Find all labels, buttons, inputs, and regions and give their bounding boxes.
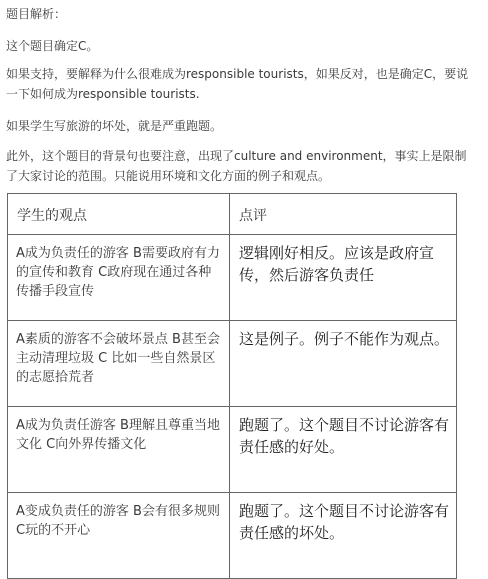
column-header-student-view: 学生的观点 bbox=[8, 194, 230, 235]
comment-cell: 这是例子。例子不能作为观点。 bbox=[230, 321, 457, 407]
column-header-comment: 点评 bbox=[230, 194, 457, 235]
table-row bbox=[8, 321, 457, 407]
paragraph-answer: 这个题目确定C。 bbox=[6, 39, 99, 53]
table-row bbox=[8, 235, 457, 321]
review-table bbox=[7, 193, 457, 579]
comment-cell: 逻辑刚好相反。应该是政府宣传，然后游客负责任 bbox=[230, 235, 457, 321]
student-view-cell: A变成负责任的游客 B会有很多规则 C玩的不开心 bbox=[8, 493, 230, 579]
table-row bbox=[8, 407, 457, 493]
comment-cell: 跑题了。这个题目不讨论游客有责任感的好处。 bbox=[230, 407, 457, 493]
comment-cell: 跑题了。这个题目不讨论游客有责任感的坏处。 bbox=[230, 493, 457, 579]
table-row bbox=[8, 493, 457, 579]
paragraph-background-note: 此外，这个题目的背景句也要注意，出现了culture and environment，事实上是限制了大家讨论的范围。只能说用环境和文化方面的例子和观点。 bbox=[6, 149, 467, 183]
student-view-cell: A成为负责任游客 B理解且尊重当地文化 C向外界传播文化 bbox=[8, 407, 230, 493]
table-header-row bbox=[8, 194, 457, 235]
section-heading: 题目解析： bbox=[6, 7, 67, 21]
student-view-cell: A成为负责任的游客 B需要政府有力的宣传和教育 C政府现在通过各种传播手段宣传 bbox=[8, 235, 230, 321]
paragraph-off-topic-warning: 如果学生写旅游的坏处，就是严重跑题。 bbox=[6, 119, 223, 133]
paragraph-support-oppose: 如果支持，要解释为什么很难成为responsible tourists，如果反对，也是确定C，要说一下如何成为responsible tourists. bbox=[6, 67, 469, 101]
student-view-cell: A素质的游客不会破坏景点 B甚至会主动清理垃圾 C 比如一些自然景区的志愿拾荒者 bbox=[8, 321, 230, 407]
